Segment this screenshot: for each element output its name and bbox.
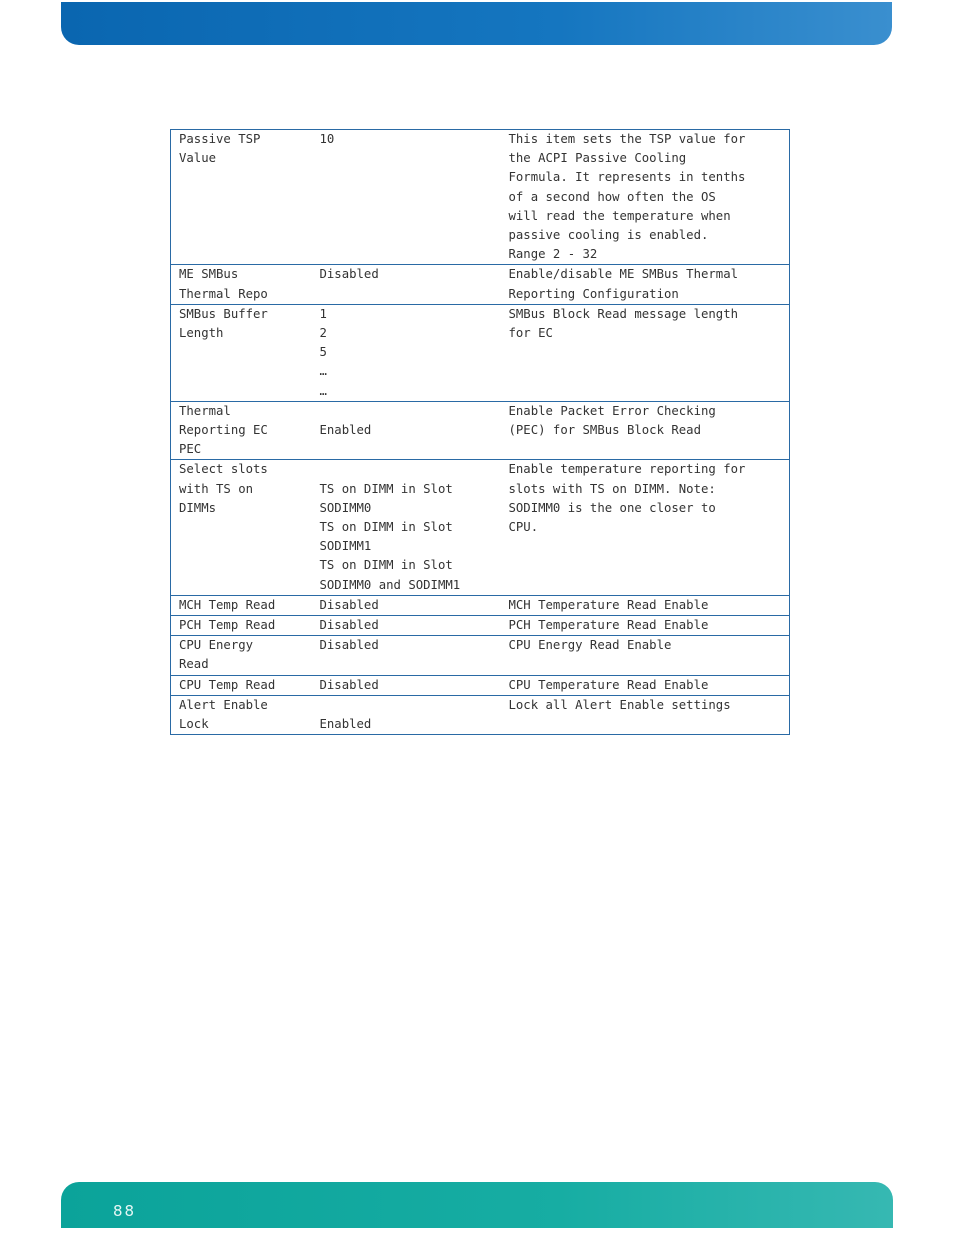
setting-name: Passive TSP Value: [171, 130, 312, 265]
table-row: [171, 675, 790, 695]
table-row: [171, 595, 790, 615]
table-row: [171, 616, 790, 636]
setting-options: Enabled: [312, 401, 501, 460]
setting-name: Select slots with TS on DIMMs: [171, 460, 312, 595]
setting-description: This item sets the TSP value for the ACPI Passive Cooling Formula. It represents in tenths of a second how often the OS will read the temperature when passive cooling is enabled. Range 2 - 32: [501, 130, 790, 265]
page-number: 88: [113, 1202, 137, 1220]
header-bar: [61, 2, 892, 45]
table-row: [171, 460, 790, 595]
setting-description: Enable/disable ME SMBus Thermal Reporting Configuration: [501, 265, 790, 304]
setting-options: TS on DIMM in Slot SODIMM0 TS on DIMM in Slot SODIMM1 TS on DIMM in Slot SODIMM0 and SODIMM1: [312, 460, 501, 595]
setting-name: ME SMBus Thermal Repo: [171, 265, 312, 304]
setting-name: PCH Temp Read: [171, 616, 312, 636]
setting-name: MCH Temp Read: [171, 595, 312, 615]
setting-description: MCH Temperature Read Enable: [501, 595, 790, 615]
table-row: [171, 695, 790, 734]
table-row: [171, 636, 790, 675]
bios-settings-table: [170, 129, 790, 735]
setting-options: Disabled: [312, 675, 501, 695]
setting-description: CPU Energy Read Enable: [501, 636, 790, 675]
setting-options: Disabled: [312, 616, 501, 636]
setting-options: Disabled: [312, 595, 501, 615]
setting-description: CPU Temperature Read Enable: [501, 675, 790, 695]
table-row: [171, 265, 790, 304]
setting-options: 1 2 5 … …: [312, 304, 501, 401]
setting-options: Enabled: [312, 695, 501, 734]
setting-options: 10: [312, 130, 501, 265]
table-row: [171, 401, 790, 460]
setting-options: Disabled: [312, 265, 501, 304]
setting-name: CPU Energy Read: [171, 636, 312, 675]
setting-description: Enable temperature reporting for slots with TS on DIMM. Note: SODIMM0 is the one closer to CPU.: [501, 460, 790, 595]
setting-name: CPU Temp Read: [171, 675, 312, 695]
setting-description: PCH Temperature Read Enable: [501, 616, 790, 636]
setting-name: Alert Enable Lock: [171, 695, 312, 734]
table-row: [171, 130, 790, 265]
footer-bar: [61, 1182, 893, 1228]
setting-description: Enable Packet Error Checking (PEC) for SMBus Block Read: [501, 401, 790, 460]
setting-name: SMBus Buffer Length: [171, 304, 312, 401]
table-row: [171, 304, 790, 401]
setting-description: SMBus Block Read message length for EC: [501, 304, 790, 401]
setting-description: Lock all Alert Enable settings: [501, 695, 790, 734]
setting-name: Thermal Reporting EC PEC: [171, 401, 312, 460]
setting-options: Disabled: [312, 636, 501, 675]
